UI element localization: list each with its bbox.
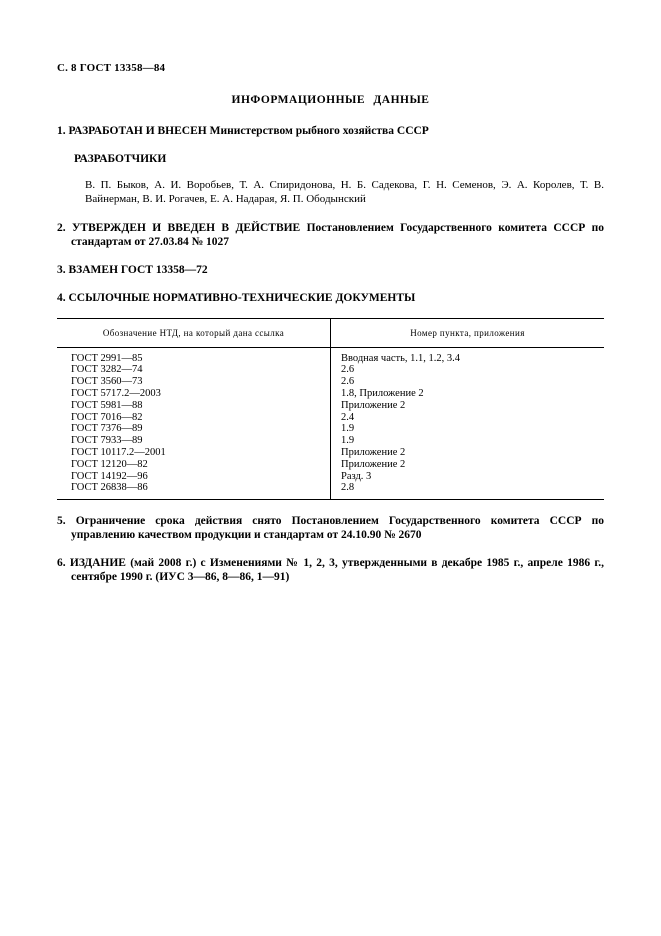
reference-table-body [57, 347, 604, 500]
ntd-cell: ГОСТ 26838—86 [57, 482, 331, 499]
ntd-cell: ГОСТ 3560—73 [57, 376, 331, 388]
ntd-cell: ГОСТ 7376—89 [57, 423, 331, 435]
ntd-cell: ГОСТ 14192—96 [57, 471, 331, 483]
table-row [57, 459, 604, 471]
table-row [57, 447, 604, 459]
ntd-cell: ГОСТ 2991—85 [57, 347, 331, 364]
column-header-ntd: Обозначение НТД, на который дана ссылка [57, 318, 331, 347]
table-row [57, 435, 604, 447]
item-edition: 6. ИЗДАНИЕ (май 2008 г.) с Изменениями № 1, 2, 3, утвержденными в декабре 1985 г., апреле 1986 г., сентябре 1990 г. (ИУС 3—86, 8—86, 1—91) [57, 557, 604, 584]
item-developed: 1. РАЗРАБОТАН И ВНЕСЕН Министерством рыбного хозяйства СССР [57, 125, 429, 137]
reference-table [57, 318, 604, 501]
reference-cell: 2.8 [341, 482, 355, 494]
page-header: С. 8 ГОСТ 13358—84 [57, 62, 166, 74]
column-header-reference: Номер пункта, приложения [331, 318, 605, 347]
ntd-cell: ГОСТ 7933—89 [57, 435, 331, 447]
table-row [57, 388, 604, 400]
reference-cell: 2.6 [341, 364, 355, 376]
developers-names: В. П. Быков, А. И. Воробьев, Т. А. Спиридонова, Н. Б. Садекова, Г. Н. Семенов, Э. А. Королев, Т. В. Вайнерман, В. И. Рогачев, Е. А. Надарая, Я. П. Ободынский [85, 179, 604, 206]
ntd-cell: ГОСТ 12120—82 [57, 459, 331, 471]
reference-cell: Приложение 2 [341, 447, 406, 459]
reference-cell: 1.9 [341, 435, 355, 447]
reference-cell: 1.9 [341, 423, 355, 435]
reference-cell: Вводная часть, 1.1, 1.2, 3.4 [341, 352, 461, 364]
reference-cell: 1.8, Приложение 2 [341, 388, 424, 400]
developers-label: РАЗРАБОТЧИКИ [74, 153, 167, 166]
table-header-row [57, 318, 604, 347]
item-replaces: 3. ВЗАМЕН ГОСТ 13358—72 [57, 263, 208, 276]
table-row [57, 364, 604, 376]
reference-cell: Разд. 3 [341, 470, 372, 482]
reference-cell: 2.4 [341, 411, 355, 423]
ntd-cell: ГОСТ 10117.2—2001 [57, 447, 331, 459]
reference-cell: 2.6 [341, 376, 355, 388]
table-row [57, 376, 604, 388]
item-references-heading: 4. ССЫЛОЧНЫЕ НОРМАТИВНО-ТЕХНИЧЕСКИЕ ДОКУМЕНТЫ [57, 291, 416, 304]
page-title: ИНФОРМАЦИОННЫЕ ДАННЫЕ [231, 94, 430, 106]
item-approved: 2. УТВЕРЖДЕН И ВВЕДЕН В ДЕЙСТВИЕ Постановлением Государственного комитета СССР по стандартам от 27.03.84 № 1027 [57, 221, 604, 248]
ntd-cell: ГОСТ 5981—88 [57, 400, 331, 412]
ntd-cell: ГОСТ 5717.2—2003 [57, 388, 331, 400]
table-row [57, 400, 604, 412]
reference-cell: Приложение 2 [341, 458, 406, 470]
table-row [57, 423, 604, 435]
item-limitation: 5. Ограничение срока действия снято Постановлением Государственного комитета СССР по управлению качеством продукции и стандартам от 24.10.90 № 2670 [57, 515, 604, 542]
ntd-cell: ГОСТ 7016—82 [57, 412, 331, 424]
table-row [57, 482, 604, 499]
table-row [57, 471, 604, 483]
table-row [57, 347, 604, 364]
ntd-cell: ГОСТ 3282—74 [57, 364, 331, 376]
table-row [57, 412, 604, 424]
reference-cell: Приложение 2 [341, 399, 406, 411]
